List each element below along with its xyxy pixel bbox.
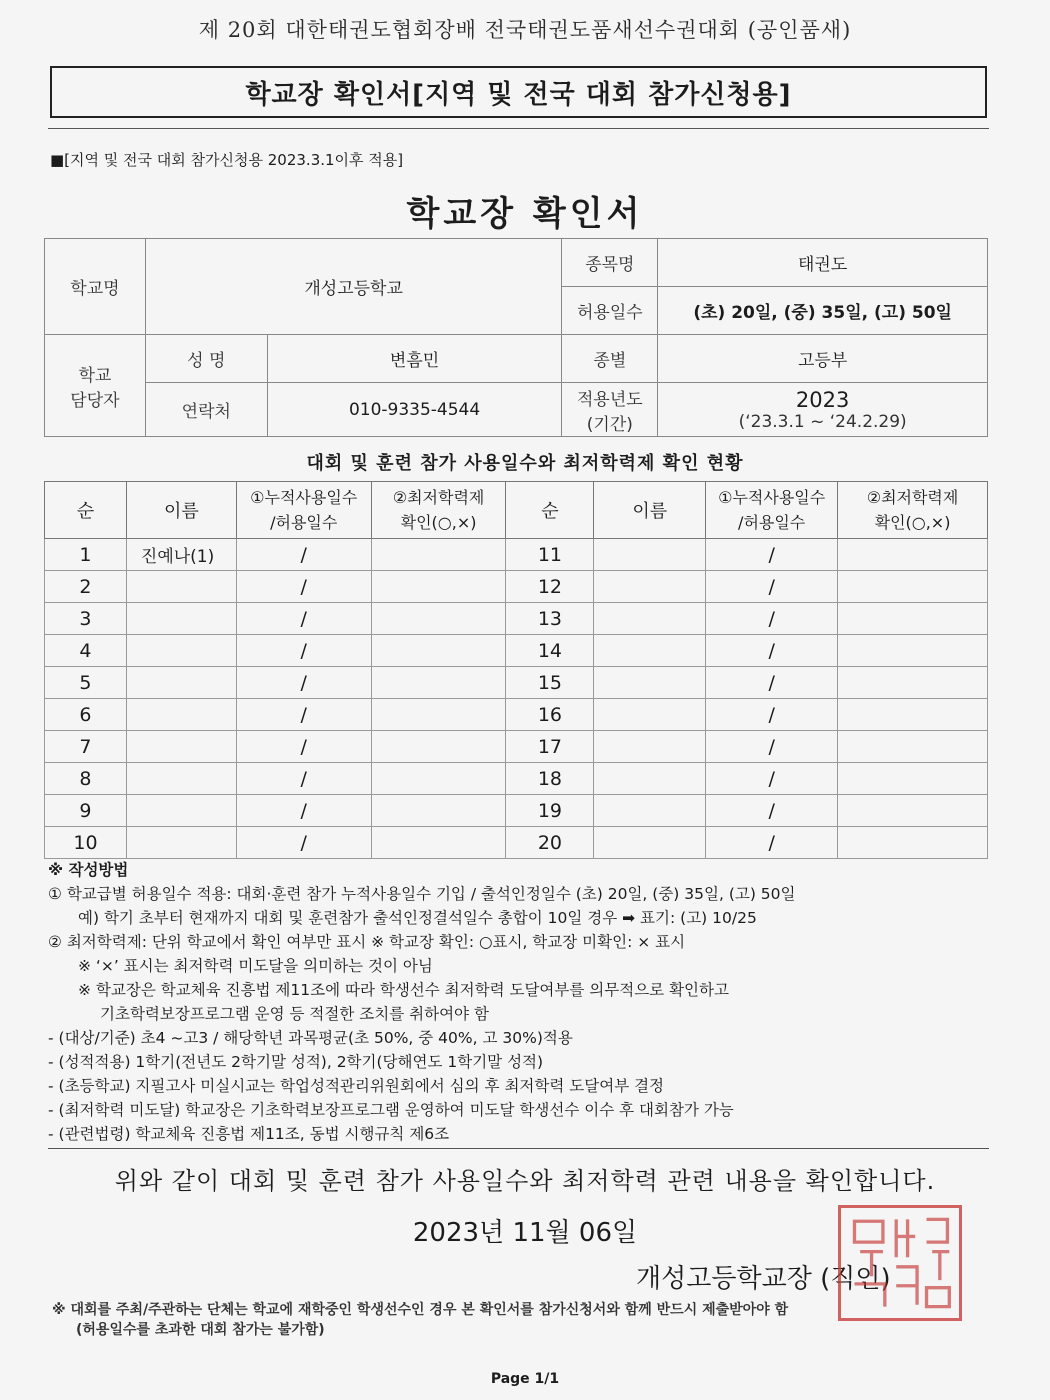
row-student-name-right: [594, 731, 706, 763]
row-days-slash: /: [236, 699, 371, 731]
row-student-name: [126, 795, 236, 827]
banner-title: 학교장 확인서[지역 및 전국 대회 참가신청용]: [50, 66, 987, 118]
row-student-name: [126, 731, 236, 763]
table-row: [45, 795, 988, 827]
division-value: 고등부: [658, 335, 988, 383]
page-number: Page 1/1: [490, 1371, 560, 1387]
row-min-check: [371, 699, 506, 731]
row-number: 6: [45, 699, 127, 731]
year-cell: [658, 383, 988, 437]
row-min-check-right: [838, 539, 988, 571]
row-student-name-right: [594, 603, 706, 635]
table-row: [45, 635, 988, 667]
row-student-name: [126, 667, 236, 699]
row-days-slash: /: [236, 763, 371, 795]
row-days-slash: /: [236, 603, 371, 635]
row-number: 2: [45, 571, 127, 603]
header-min-line2: 확인(○,×): [400, 513, 477, 532]
notes-heading: ※ 작성방법: [48, 861, 129, 879]
footer-line1: ※ 대회를 주최/주관하는 단체는 학교에 재학중인 학생선수인 경우 본 확인서를 참가신청서와 함께 반드시 제출받아야 함: [52, 1302, 789, 1318]
row-days-slash-right: /: [706, 539, 838, 571]
row-min-check-right: [838, 827, 988, 859]
contact-value: 010-9335-4544: [267, 383, 562, 437]
row-student-name-right: [594, 699, 706, 731]
detail-1: - (대상/기준) 초4 ~고3 / 해당학년 과목평균(초 50%, 중 40%, 고 30%)적용: [48, 1029, 573, 1047]
header-seq-right: 순: [506, 482, 594, 539]
row-min-check-right: [838, 699, 988, 731]
year-label-line1: 적용년도: [577, 389, 643, 410]
table-row: [45, 571, 988, 603]
row-number-right: 15: [506, 667, 594, 699]
row-number: 9: [45, 795, 127, 827]
row-min-check-right: [838, 667, 988, 699]
row-days-slash-right: /: [706, 635, 838, 667]
row-min-check-right: [838, 795, 988, 827]
row-days-slash-right: /: [706, 699, 838, 731]
contact-label: 연락처: [145, 383, 267, 437]
school-label: 학교명: [45, 239, 146, 335]
row-student-name-right: [594, 763, 706, 795]
row-min-check: [371, 635, 506, 667]
row-days-slash: /: [236, 827, 371, 859]
year-value: 2023: [795, 387, 850, 412]
row-days-slash: /: [236, 635, 371, 667]
detail-5: - (관련법령) 학교체육 진흥법 제11조, 동법 시행규칙 제6조: [48, 1125, 450, 1143]
year-period: (‘23.3.1 ~ ‘24.2.29): [738, 411, 907, 432]
divider: [48, 1148, 989, 1149]
footer-note: [52, 1300, 1012, 1340]
row-min-check-right: [838, 571, 988, 603]
row-days-slash: /: [236, 571, 371, 603]
row-min-check: [371, 603, 506, 635]
header-min: [371, 482, 506, 539]
row-number: 8: [45, 763, 127, 795]
header-days-line1: ①누적사용일수: [250, 488, 358, 507]
manager-label-line2: 담당자: [70, 390, 120, 411]
header-name: 이름: [126, 482, 236, 539]
row-min-check: [371, 731, 506, 763]
seal-mark: (직인): [820, 1264, 891, 1294]
note-2-sub2: ※ 학교장은 학교체육 진흥법 제11조에 따라 학생선수 최저학력 도달여부를 의무적으로 확인하고: [78, 981, 729, 999]
table-row: [45, 699, 988, 731]
detail-3: - (초등학교) 지필고사 미실시교는 학업성적관리위원회에서 심의 후 최저학력 도달여부 결정: [48, 1077, 665, 1095]
row-days-slash-right: /: [706, 571, 838, 603]
roster-table: [44, 481, 988, 859]
detail-4: - (최저학력 미도달) 학교장은 기초학력보장프로그램 운영하여 미도달 학생선수 이수 후 대회참가 가능: [48, 1101, 734, 1119]
note-2: ② 최저학력제: 단위 학교에서 확인 여부만 표시 ※ 학교장 확인: ○표시, 학교장 미확인: × 표시: [48, 933, 686, 951]
header-min-line1: ②최저학력제: [392, 488, 485, 507]
row-min-check: [371, 539, 506, 571]
principal-name: 개성고등학교장: [636, 1264, 812, 1294]
note-2-sub1: ※ ‘×’ 표시는 최저학력 미도달을 의미하는 것이 아님: [78, 957, 433, 975]
manager-label-line1: 학교: [78, 365, 112, 386]
document-title: 학교장 확인서: [406, 194, 644, 234]
school-value: 개성고등학교: [145, 239, 562, 335]
row-number-right: 14: [506, 635, 594, 667]
name-value: 변흠민: [267, 335, 562, 383]
row-number: 7: [45, 731, 127, 763]
table-row: [45, 539, 988, 571]
header-days-right-line2: /허용일수: [738, 513, 806, 532]
row-days-slash-right: /: [706, 603, 838, 635]
confirmation-statement: 위와 같이 대회 및 훈련 참가 사용일수와 최저학력 관련 내용을 확인합니다.: [114, 1167, 936, 1195]
header-days: [236, 482, 371, 539]
row-number-right: 12: [506, 571, 594, 603]
header-min-right: [838, 482, 988, 539]
year-label-line2: (기간): [586, 414, 633, 435]
allowed-days-label: 허용일수: [562, 287, 658, 335]
row-number-right: 19: [506, 795, 594, 827]
row-days-slash-right: /: [706, 731, 838, 763]
row-student-name: [126, 635, 236, 667]
event-title: 제 20회 대한태권도협회장배 전국태권도품새선수권대회 (공인품새): [198, 18, 852, 42]
name-label: 성 명: [145, 335, 267, 383]
allowed-days-value: (초) 20일, (중) 35일, (고) 50일: [658, 287, 988, 335]
row-student-name: [126, 827, 236, 859]
row-number-right: 13: [506, 603, 594, 635]
row-student-name: [126, 763, 236, 795]
row-days-slash: /: [236, 731, 371, 763]
row-days-slash-right: /: [706, 827, 838, 859]
header-min-right-line1: ②최저학력제: [866, 488, 959, 507]
row-student-name-right: [594, 571, 706, 603]
row-min-check-right: [838, 635, 988, 667]
row-min-check: [371, 667, 506, 699]
row-days-slash: /: [236, 539, 371, 571]
row-min-check: [371, 763, 506, 795]
row-days-slash: /: [236, 667, 371, 699]
header-days-line2: /허용일수: [270, 513, 338, 532]
row-min-check-right: [838, 603, 988, 635]
divider: [48, 128, 989, 129]
year-label: [562, 383, 658, 437]
row-days-slash: /: [236, 795, 371, 827]
note-1: ① 학교급별 허용일수 적용: 대회·훈련 참가 누적사용일수 기입 / 출석인정일수 (초) 20일, (중) 35일, (고) 50일: [48, 885, 796, 903]
table-row: [45, 763, 988, 795]
row-min-check: [371, 571, 506, 603]
row-student-name: [126, 603, 236, 635]
row-student-name: [126, 699, 236, 731]
row-number-right: 16: [506, 699, 594, 731]
note-2-sub2b: 기초학력보장프로그램 운영 등 적절한 조치를 취하여야 함: [100, 1005, 489, 1023]
row-number: 10: [45, 827, 127, 859]
table-row: [45, 827, 988, 859]
row-number: 3: [45, 603, 127, 635]
apply-note: ■[지역 및 전국 대회 참가신청용 2023.3.1이후 적용]: [50, 151, 404, 169]
table-row: [45, 667, 988, 699]
row-student-name-right: [594, 635, 706, 667]
footer-line2: (허용일수를 초과한 대회 참가는 불가함): [76, 1322, 325, 1338]
division-label: 종별: [562, 335, 658, 383]
row-student-name-right: [594, 667, 706, 699]
row-student-name-right: [594, 795, 706, 827]
row-min-check: [371, 795, 506, 827]
row-number-right: 18: [506, 763, 594, 795]
table-row: [45, 603, 988, 635]
row-student-name: [126, 571, 236, 603]
sport-value: 태권도: [658, 239, 988, 287]
note-1-example: 예) 학기 초부터 현재까지 대회 및 훈련참가 출석인정결석일수 총합이 10일 경우 ➡ 표기: (고) 10/25: [78, 909, 757, 927]
row-days-slash-right: /: [706, 763, 838, 795]
row-number: 5: [45, 667, 127, 699]
header-name-right: 이름: [594, 482, 706, 539]
row-min-check: [371, 827, 506, 859]
notes: [48, 858, 998, 1146]
manager-label: [45, 335, 146, 437]
row-student-name-right: [594, 539, 706, 571]
status-title: 대회 및 훈련 참가 사용일수와 최저학력제 확인 현황: [306, 453, 744, 474]
row-number: 4: [45, 635, 127, 667]
issue-date: 2023년 11월 06일: [412, 1218, 638, 1248]
row-number-right: 20: [506, 827, 594, 859]
header-seq: 순: [45, 482, 127, 539]
row-days-slash-right: /: [706, 795, 838, 827]
row-number-right: 17: [506, 731, 594, 763]
row-number: 1: [45, 539, 127, 571]
row-student-name-right: [594, 827, 706, 859]
row-days-slash-right: /: [706, 667, 838, 699]
row-min-check-right: [838, 731, 988, 763]
detail-2: - (성적적용) 1학기(전년도 2학기말 성적), 2학기(당해연도 1학기말 성적): [48, 1053, 544, 1071]
header-min-right-line2: 확인(○,×): [874, 513, 951, 532]
row-student-name: 진예나(1): [126, 539, 236, 571]
row-min-check-right: [838, 763, 988, 795]
sport-label: 종목명: [562, 239, 658, 287]
roster-body: [45, 539, 988, 859]
table-row: [45, 731, 988, 763]
header-days-right-line1: ①누적사용일수: [718, 488, 826, 507]
row-number-right: 11: [506, 539, 594, 571]
info-table: [44, 238, 988, 437]
header-days-right: [706, 482, 838, 539]
